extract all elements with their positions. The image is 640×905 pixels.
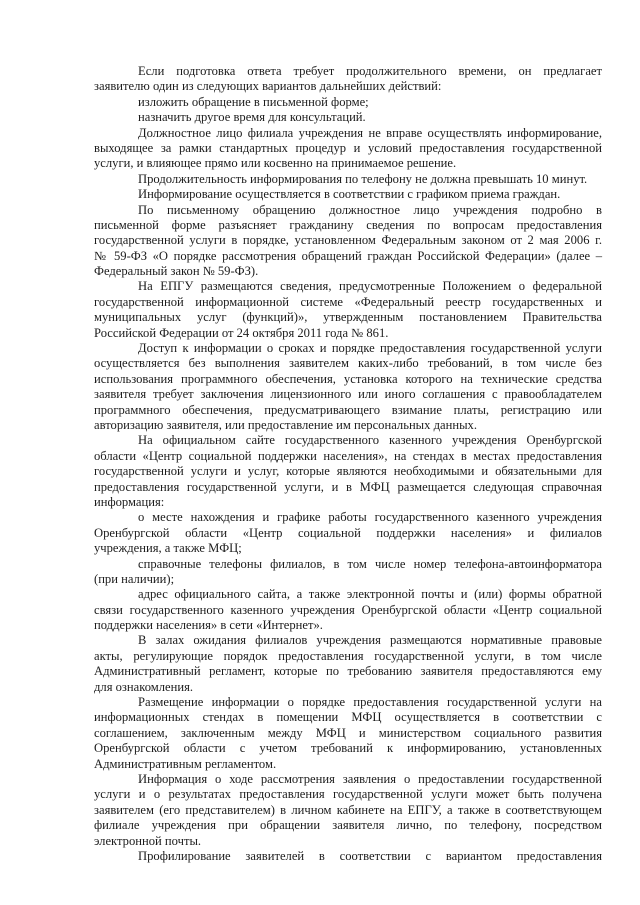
- text-line: На ЕПГУ размещаются сведения, предусмотренные Положением о федеральной: [138, 279, 602, 294]
- paragraph-p16: [94, 772, 602, 849]
- text-line: предоставления государственной услуги, и в МФЦ размещается следующая справочная: [94, 479, 602, 494]
- text-line: Административный регламент, которые по требованию заявителя предоставляются ему: [94, 664, 602, 679]
- text-line: справочные телефоны филиалов, в том числе номер телефона-автоинформатора: [138, 556, 602, 571]
- text-line: № 59-ФЗ «О порядке рассмотрения обращений граждан Российской Федерации» (далее –: [94, 248, 602, 263]
- paragraph-p12: [94, 557, 602, 588]
- text-line: адрес официального сайта, а также электронной почты и (или) формы обратной: [138, 587, 602, 602]
- paragraph-p14: [94, 633, 602, 695]
- text-line: информационных стендах в помещении МФЦ осуществляется в соответствии с: [94, 710, 602, 725]
- paragraph-p15: [94, 695, 602, 772]
- text-line: Информация о ходе рассмотрения заявления о предоставлении государственной: [138, 771, 602, 786]
- paragraph-p9: [94, 341, 602, 433]
- text-line: услуги и о результатах предоставления государственной услуги может быть получена: [94, 787, 602, 802]
- paragraph-p1: [94, 64, 602, 95]
- text-line: государственной услуги и услуг, которые являются необходимыми и обязательными для: [94, 464, 602, 479]
- text-line: услуги, и влияющее прямо или косвенно на принимаемое решение.: [94, 156, 457, 171]
- text-line: о месте нахождения и графике работы государственного казенного учреждения: [138, 510, 602, 525]
- text-line: назначить другое время для консультаций.: [138, 110, 366, 125]
- paragraph-p5: [94, 172, 602, 187]
- text-line: заявителя требует заключения лицензионного или иного соглашения с правообладателем: [94, 387, 602, 402]
- text-line: заявителем (его представителем) в личном кабинете на ЕПГУ, а также в соответствующем: [94, 802, 602, 817]
- text-line: для ознакомления.: [94, 679, 194, 694]
- text-line: информация:: [94, 494, 165, 509]
- paragraph-p11: [94, 510, 602, 556]
- text-line: Размещение информации о порядке предоставления государственной услуги на: [138, 695, 602, 710]
- text-line: По письменному обращению должностное лицо учреждения подробно в: [138, 202, 602, 217]
- text-line: учреждения, а также МФЦ;: [94, 541, 242, 556]
- text-line: изложить обращение в письменной форме;: [138, 94, 369, 109]
- text-line: В залах ожидания филиалов учреждения размещаются нормативные правовые: [138, 633, 602, 648]
- text-line: (при наличии);: [94, 571, 175, 586]
- text-line: Продолжительность информирования по телефону не должна превышать 10 минут.: [138, 171, 588, 186]
- document-page: [94, 64, 602, 864]
- text-line: соглашением, заключенным между МФЦ и министерством социального развития: [94, 725, 602, 740]
- text-line: осуществляется без выполнения заявителем каких-либо требований, в том числе без: [94, 356, 602, 371]
- text-line: области «Центр социальной поддержки населения», на стендах в местах предоставления: [94, 448, 602, 463]
- paragraph-p17: [94, 849, 602, 864]
- text-line: Административным регламентом.: [94, 756, 277, 771]
- paragraph-p8: [94, 279, 602, 341]
- paragraph-p6: [94, 187, 602, 202]
- text-line: Оренбургской области с учетом требований к информированию, установленных: [94, 741, 602, 756]
- text-line: государственной услуги в порядке, установленном Федеральным законом от 2 мая 2006 г.: [94, 233, 602, 248]
- text-line: государственной информационной системе «Федеральный реестр государственных и: [94, 294, 602, 309]
- text-line: заявителю один из следующих вариантов дальнейших действий:: [94, 79, 442, 94]
- text-line: связи государственного казенного учреждения Оренбургской области «Центр социальной: [94, 602, 602, 617]
- text-line: выходящее за рамки стандартных процедур и условий предоставления государственной: [94, 140, 602, 155]
- text-line: Должностное лицо филиала учреждения не вправе осуществлять информирование,: [138, 125, 602, 140]
- text-line: программного обеспечения, предусматривающего взимание платы, регистрацию или: [94, 402, 602, 417]
- text-line: акты, регулирующие порядок предоставления государственной услуги, в том числе: [94, 648, 602, 663]
- text-line: Информирование осуществляется в соответствии с графиком приема граждан.: [138, 187, 561, 202]
- text-line: авторизацию заявителя, или предоставление им персональных данных.: [94, 417, 477, 432]
- text-line: Если подготовка ответа требует продолжительного времени, он предлагает: [138, 64, 602, 78]
- text-line: использования программного обеспечения, установка которого на технические средства: [94, 371, 602, 386]
- text-line: Доступ к информации о сроках и порядке предоставления государственной услуги: [138, 341, 602, 356]
- text-line: Профилирование заявителей в соответствии с вариантом предоставления: [138, 848, 602, 863]
- paragraph-p4: [94, 126, 602, 172]
- text-line: поддержки населения» в сети «Интернет».: [94, 618, 323, 633]
- paragraph-p13: [94, 587, 602, 633]
- text-line: филиале учреждения при обращении заявителя лично, по телефону, посредством: [94, 818, 602, 833]
- text-line: На официальном сайте государственного казенного учреждения Оренбургской: [138, 433, 602, 448]
- text-line: электронной почты.: [94, 833, 202, 848]
- text-line: письменной форме разъясняет гражданину сведения по вопросам предоставления: [94, 217, 602, 232]
- paragraph-p2: [94, 95, 602, 110]
- paragraph-p10: [94, 433, 602, 510]
- paragraph-p3: [94, 110, 602, 125]
- text-line: муниципальных услуг (функций)», утвержденным постановлением Правительства: [94, 310, 602, 325]
- text-line: Российской Федерации от 24 октября 2011 года № 861.: [94, 325, 389, 340]
- text-line: Федеральный закон № 59-ФЗ).: [94, 264, 259, 279]
- paragraph-p7: [94, 203, 602, 280]
- text-line: Оренбургской области «Центр социальной поддержки населения» и филиалов: [94, 525, 602, 540]
